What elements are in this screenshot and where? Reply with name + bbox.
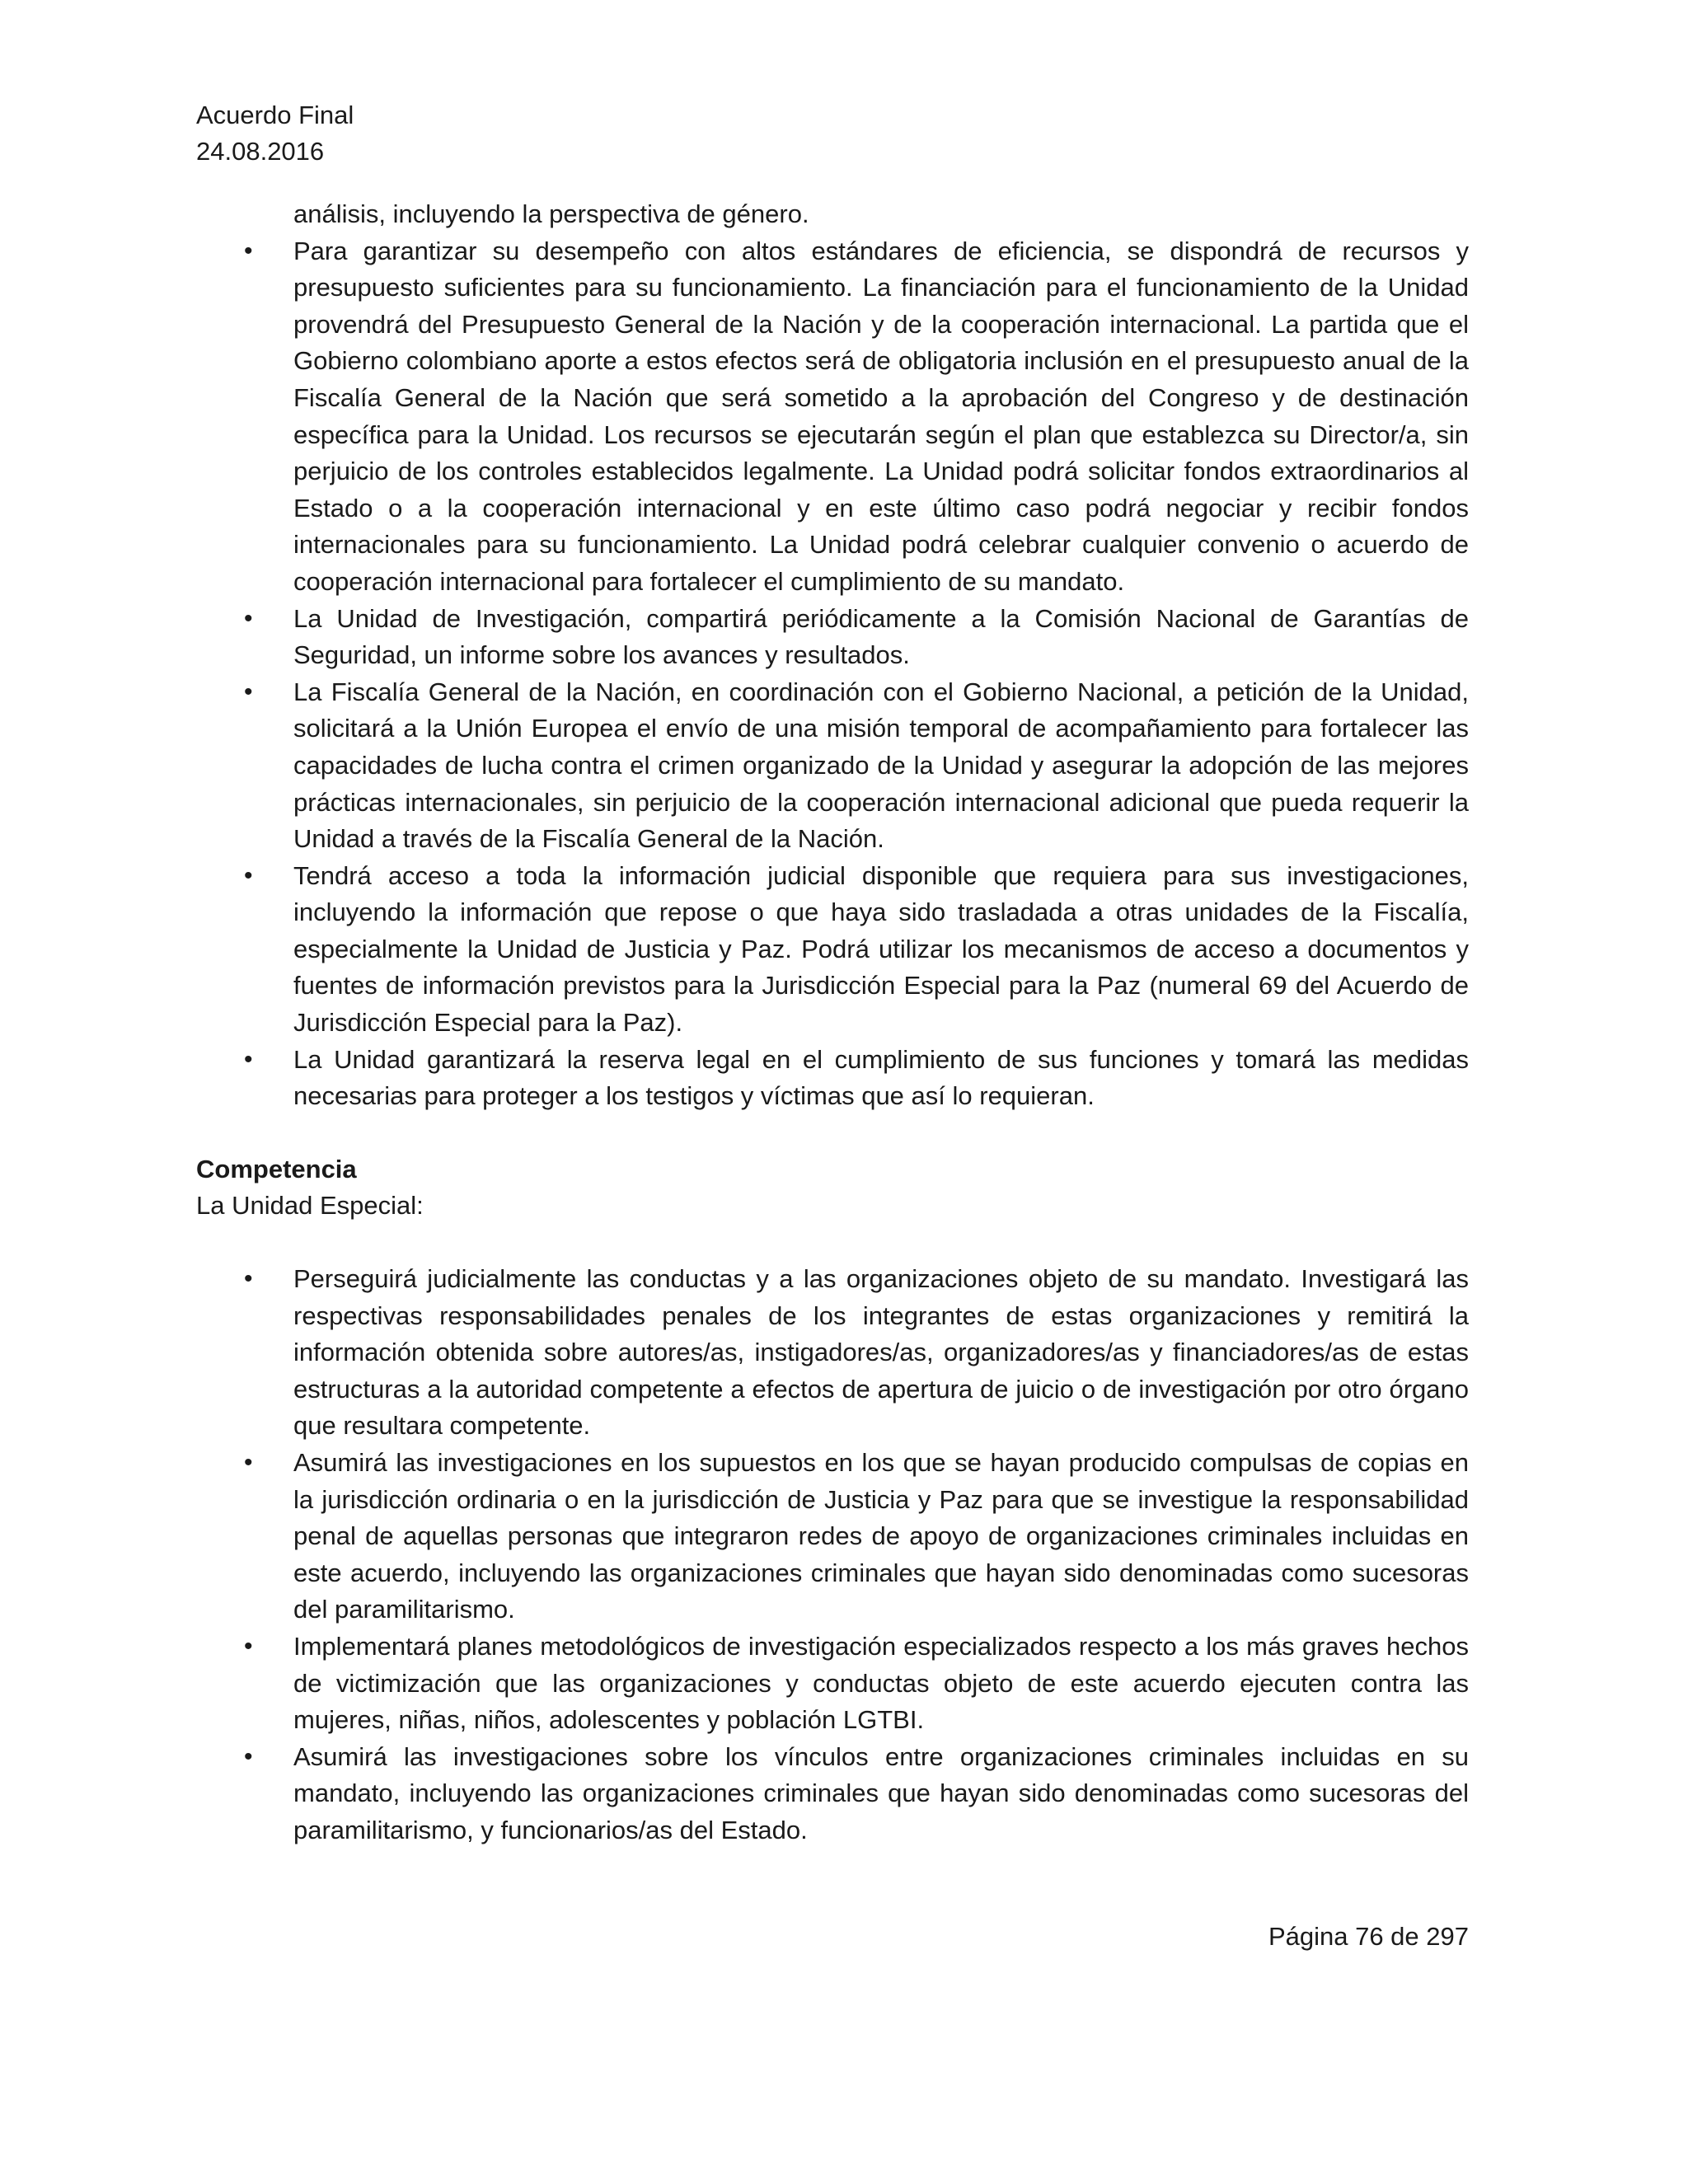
bullet-icon: • [244, 861, 253, 889]
bullet-icon: • [244, 1742, 253, 1770]
bullet-icon: • [244, 1265, 253, 1293]
list-item [196, 1042, 1469, 1115]
list-item [196, 1261, 1469, 1445]
bullet-icon: • [244, 1632, 253, 1660]
section-spacer [196, 1115, 1469, 1151]
list-item [196, 601, 1469, 674]
list-item-text: La Unidad de Investigación, compartirá periódicamente a la Comisión Nacional de Garantías de Seguridad, un informe sobre los avances y resultados. [293, 603, 1469, 670]
bullet-icon: • [244, 237, 253, 265]
list-item-text: Tendrá acceso a toda la información judicial disponible que requiera para sus investigaciones, incluyendo la información que repose o que haya sido trasladada a otras unidades de la Fiscalía, especialmente la Unidad de Justicia y Paz. Podrá utilizar los mecanismos de acceso a documentos y fuentes de información previstos para la Jurisdicción Especial para la Paz (numeral 69 del Acuerdo de Jurisdicción Especial para la Paz). [293, 860, 1469, 1038]
list-item-text: La Fiscalía General de la Nación, en coordinación con el Gobierno Nacional, a petición de la Unidad, solicitará a la Unión Europea el envío de una misión temporal de acompañamiento para fortalecer las capacidades de lucha contra el crimen organizado de la Unidad y asegurar la adopción de las mejores prácticas internacionales, sin perjuicio de la cooperación internacional adicional que pueda requerir la Unidad a través de la Fiscalía General de la Nación. [293, 677, 1469, 854]
list-item [196, 858, 1469, 1042]
section-heading: Competencia [196, 1154, 357, 1183]
bullet-icon: • [244, 1045, 253, 1073]
list-item [196, 1629, 1469, 1739]
list-item-text: Asumirá las investigaciones sobre los vínculos entre organizaciones criminales incluidas en su mandato, incluyendo las organizaciones criminales que hayan sido denominadas como sucesoras del paramilitarismo, y funcionarios/as del Estado. [293, 1741, 1469, 1844]
blank-line [196, 1225, 1469, 1261]
section-intro: La Unidad Especial: [196, 1191, 424, 1221]
list-item [196, 1445, 1469, 1629]
list-item [196, 1739, 1469, 1849]
page-number: Página 76 de 297 [1268, 1922, 1469, 1951]
bullet-list-top [196, 233, 1469, 1115]
bullet-icon: • [244, 604, 253, 632]
bullet-icon: • [244, 1449, 253, 1476]
page-content [196, 196, 1469, 1849]
page-header [196, 97, 354, 170]
header-date: 24.08.2016 [196, 137, 325, 166]
continuation-text: análisis, incluyendo la perspectiva de género. [293, 199, 809, 228]
list-item-text: Para garantizar su desempeño con altos estándares de eficiencia, se dispondrá de recursos y presupuesto suficientes para su funcionamiento. La financiación para el funcionamiento de la Unidad provendrá del Presupuesto General de la Nación y de la cooperación internacional. La partida que el Gobierno colombiano aporte a estos efectos será de obligatoria inclusión en el presupuesto anual de la Fiscalía General de la Nación que será sometido a la aprobación del Congreso y de destinación específica para la Unidad. Los recursos se ejecutarán según el plan que establezca su Director/a, sin perjuicio de los controles establecidos legalmente. La Unidad podrá solicitar fondos extraordinarios al Estado o a la cooperación internacional y en este último caso podrá negociar y recibir fondos internacionales para su funcionamiento. La Unidad podrá celebrar cualquier convenio o acuerdo de cooperación internacional para fortalecer el cumplimiento de su mandato. [293, 236, 1469, 596]
list-item-text: La Unidad garantizará la reserva legal en el cumplimiento de sus funciones y tomará las medidas necesarias para proteger a los testigos y víctimas que así lo requieran. [293, 1044, 1469, 1111]
list-item [196, 233, 1469, 601]
list-item-text: Implementará planes metodológicos de investigación especializados respecto a los más graves hechos de victimización que las organizaciones y conductas objeto de este acuerdo ejecuten contra las mujeres, niñas, niños, adolescentes y población LGTBI. [293, 1631, 1469, 1735]
bullet-icon: • [244, 677, 253, 705]
list-item [196, 674, 1469, 858]
list-item-text: Asumirá las investigaciones en los supuestos en los que se hayan producido compulsas de copias en la jurisdicción ordinaria o en la jurisdicción de Justicia y Paz para que se investigue la responsabilidad penal de aquellas personas que integraron redes de apoyo de organizaciones criminales incluidas en este acuerdo, incluyendo las organizaciones criminales que hayan sido denominadas como sucesoras del paramilitarismo. [293, 1448, 1469, 1624]
bullet-list-bottom [196, 1261, 1469, 1849]
list-item-text: Perseguirá judicialmente las conductas y a las organizaciones objeto de su mandato. Investigará las respectivas responsabilidades penales de los integrantes de estas organizaciones y remitirá la información obtenida sobre autores/as, instigadores/as, organizadores/as y financiadores/as de estas estructuras a la autoridad competente a efectos de apertura de juicio o de investigación por otro órgano que resultara competente. [293, 1264, 1469, 1441]
header-title: Acuerdo Final [196, 101, 354, 129]
